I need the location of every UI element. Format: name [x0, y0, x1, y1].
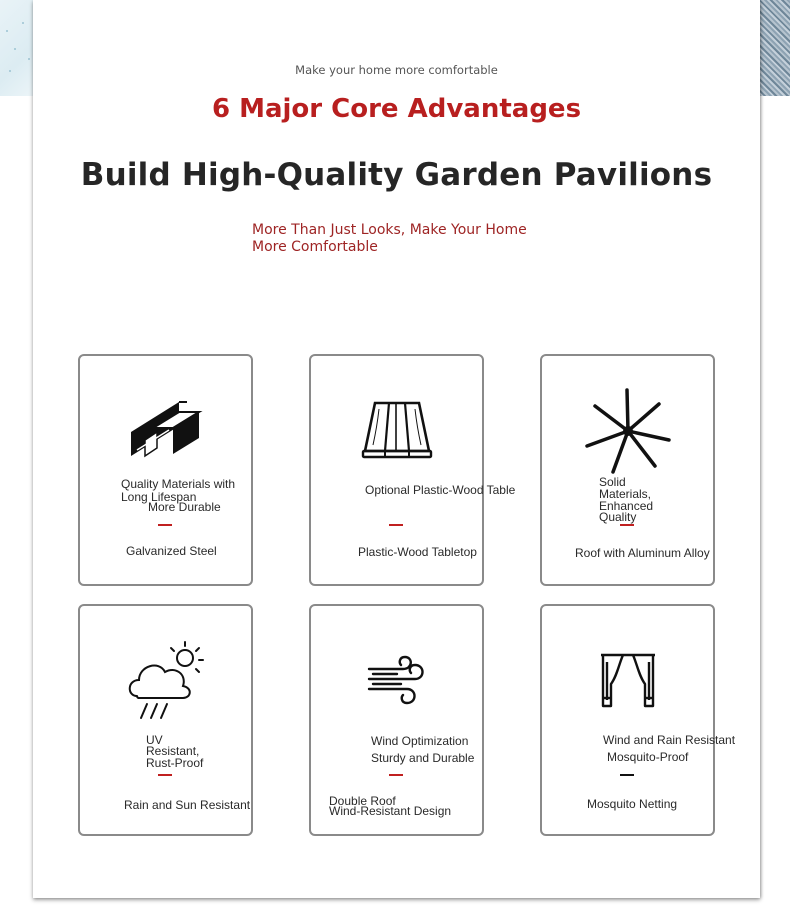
feature-card-wind-resistant: [309, 604, 484, 836]
feature-name-line-1: Double Roof: [329, 794, 396, 808]
feature-name-line-2: Wind-Resistant Design: [329, 804, 452, 818]
headline: 6 Major Core Advantages: [211, 94, 582, 124]
divider-dash: [389, 774, 403, 776]
feature-desc-1: Optional Plastic-Wood Table: [365, 483, 516, 497]
feature-desc-1: Quality Materials with: [121, 477, 236, 491]
divider-dash: [389, 524, 403, 526]
steel-beam-icon: [80, 386, 251, 476]
feature-name: Plastic-Wood Tabletop: [358, 545, 477, 559]
feature-desc-3: Rust-Proof: [146, 756, 204, 770]
feature-desc-1: Wind and Rain Resistant: [603, 733, 736, 747]
feature-desc-4: Quality: [599, 510, 637, 524]
subtitle-line-2: More Comfortable: [252, 239, 378, 255]
feature-card-mosquito-netting: [540, 604, 736, 836]
feature-desc-1: Wind Optimization: [371, 734, 469, 748]
feature-desc-1: Solid: [599, 475, 626, 489]
content-card: [33, 0, 760, 898]
feature-desc-2: Materials,: [599, 487, 652, 501]
feature-desc-3: More Durable: [148, 500, 221, 514]
feature-card-plastic-wood: [309, 354, 516, 586]
curtain-icon: [542, 636, 713, 726]
subtitle: [252, 222, 542, 256]
sun-cloud-rain-icon: [80, 636, 251, 726]
feature-card-galvanized-steel: [78, 354, 253, 586]
page-title: Build High-Quality Garden Pavilions: [80, 157, 713, 193]
divider-dash: [158, 774, 172, 776]
feature-desc-2: Resistant,: [146, 744, 200, 758]
background-right-edge: [758, 0, 790, 96]
feature-name: Roof with Aluminum Alloy: [575, 546, 710, 560]
wood-planks-icon: [311, 386, 482, 476]
wind-icon: [311, 636, 482, 726]
divider-dash: [158, 524, 172, 526]
subtitle-line-1: More Than Just Looks, Make Your Home: [252, 222, 527, 238]
divider-dash: [620, 524, 634, 526]
divider-dash: [620, 774, 634, 776]
feature-desc-2: Long Lifespan: [121, 490, 197, 504]
feature-desc-1: UV: [146, 733, 163, 747]
feature-name: Rain and Sun Resistant: [124, 798, 251, 812]
feature-card-aluminum-roof: [540, 354, 715, 586]
feature-name: Galvanized Steel: [126, 544, 217, 558]
feature-card-rain-sun: [78, 604, 253, 836]
feature-name: Mosquito Netting: [587, 797, 678, 811]
feature-desc-3: Enhanced: [599, 499, 654, 513]
feature-desc-2: Sturdy and Durable: [371, 751, 475, 765]
feature-desc-2: Mosquito-Proof: [607, 750, 689, 764]
aluminum-starburst-icon: [542, 386, 713, 476]
tagline: Make your home more comfortable: [295, 63, 498, 77]
